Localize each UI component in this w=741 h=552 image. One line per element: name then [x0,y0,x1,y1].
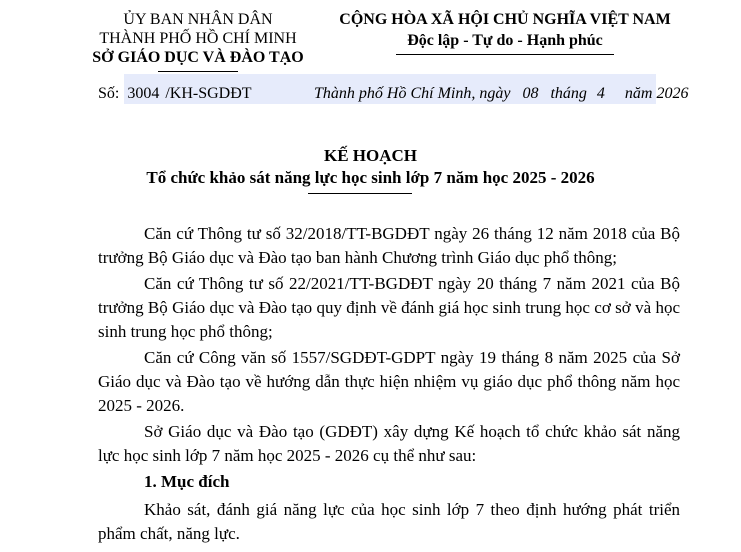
date-day: 08 [522,85,539,102]
doc-subtitle: Tổ chức khảo sát năng lực học sinh lớp 7 năm học 2025 - 2026 [146,168,595,187]
section-1-text: Khảo sát, đánh giá năng lực của học sinh lớp 7 theo định hướng phát triển phẩm chất, năng lực. [98,500,680,543]
date-place: Thành phố Hồ Chí Minh, ngày [314,85,511,102]
national-title: CỘNG HÒA XÃ HỘI CHỦ NGHĨA VIỆT NAM [339,11,671,28]
issuer-line-3: SỞ GIÁO DỤC VÀ ĐÀO TẠO [92,49,304,66]
basis-paragraph-2: Căn cứ Thông tư số 22/2021/TT-BGDĐT ngày 20 tháng 7 năm 2021 của Bộ trưởng Bộ Giáo dục và Đào tạo quy định về đánh giá học sinh trung học cơ sở và học sinh trung học phổ thông; [98,274,680,341]
doc-number-suffix: /KH-SGDĐT [165,85,252,102]
doc-number-line [98,84,252,104]
basis-paragraph-3: Căn cứ Công văn số 1557/SGDĐT-GDPT ngày 19 tháng 8 năm 2025 của Sở Giáo dục và Đào tạo về hướng dẫn thực hiện nhiệm vụ giáo dục phổ thông năm học 2025 - 2026. [98,348,680,415]
date-year: năm 2026 [624,85,689,102]
issuer-line-2: THÀNH PHỐ HỒ CHÍ MINH [99,30,297,47]
date-month: 4 [596,85,605,102]
doc-title: KẾ HOẠCH [323,146,418,165]
motto-underline [396,54,614,55]
date-month-label: tháng [550,85,587,102]
intro-paragraph: Sở Giáo dục và Đào tạo (GDĐT) xây dựng Kế hoạch tổ chức khảo sát năng lực học sinh lớp 7 năm học 2025 - 2026 cụ thể như sau: [98,422,680,465]
section-1-heading: 1. Mục đích [144,472,230,491]
issuer-underline [158,71,238,72]
issuer-line-1: ỦY BAN NHÂN DÂN [123,11,273,28]
national-motto: Độc lập - Tự do - Hạnh phúc [407,32,603,49]
doc-number-label: Số: [98,85,120,102]
date-line [314,84,688,104]
basis-paragraph-1: Căn cứ Thông tư số 32/2018/TT-BGDĐT ngày 26 tháng 12 năm 2018 của Bộ trưởng Bộ Giáo dục và Đào tạo ban hành Chương trình Giáo dục phổ thông; [98,224,680,267]
doc-number-value: 3004 [127,85,160,102]
subtitle-underline [308,193,412,194]
